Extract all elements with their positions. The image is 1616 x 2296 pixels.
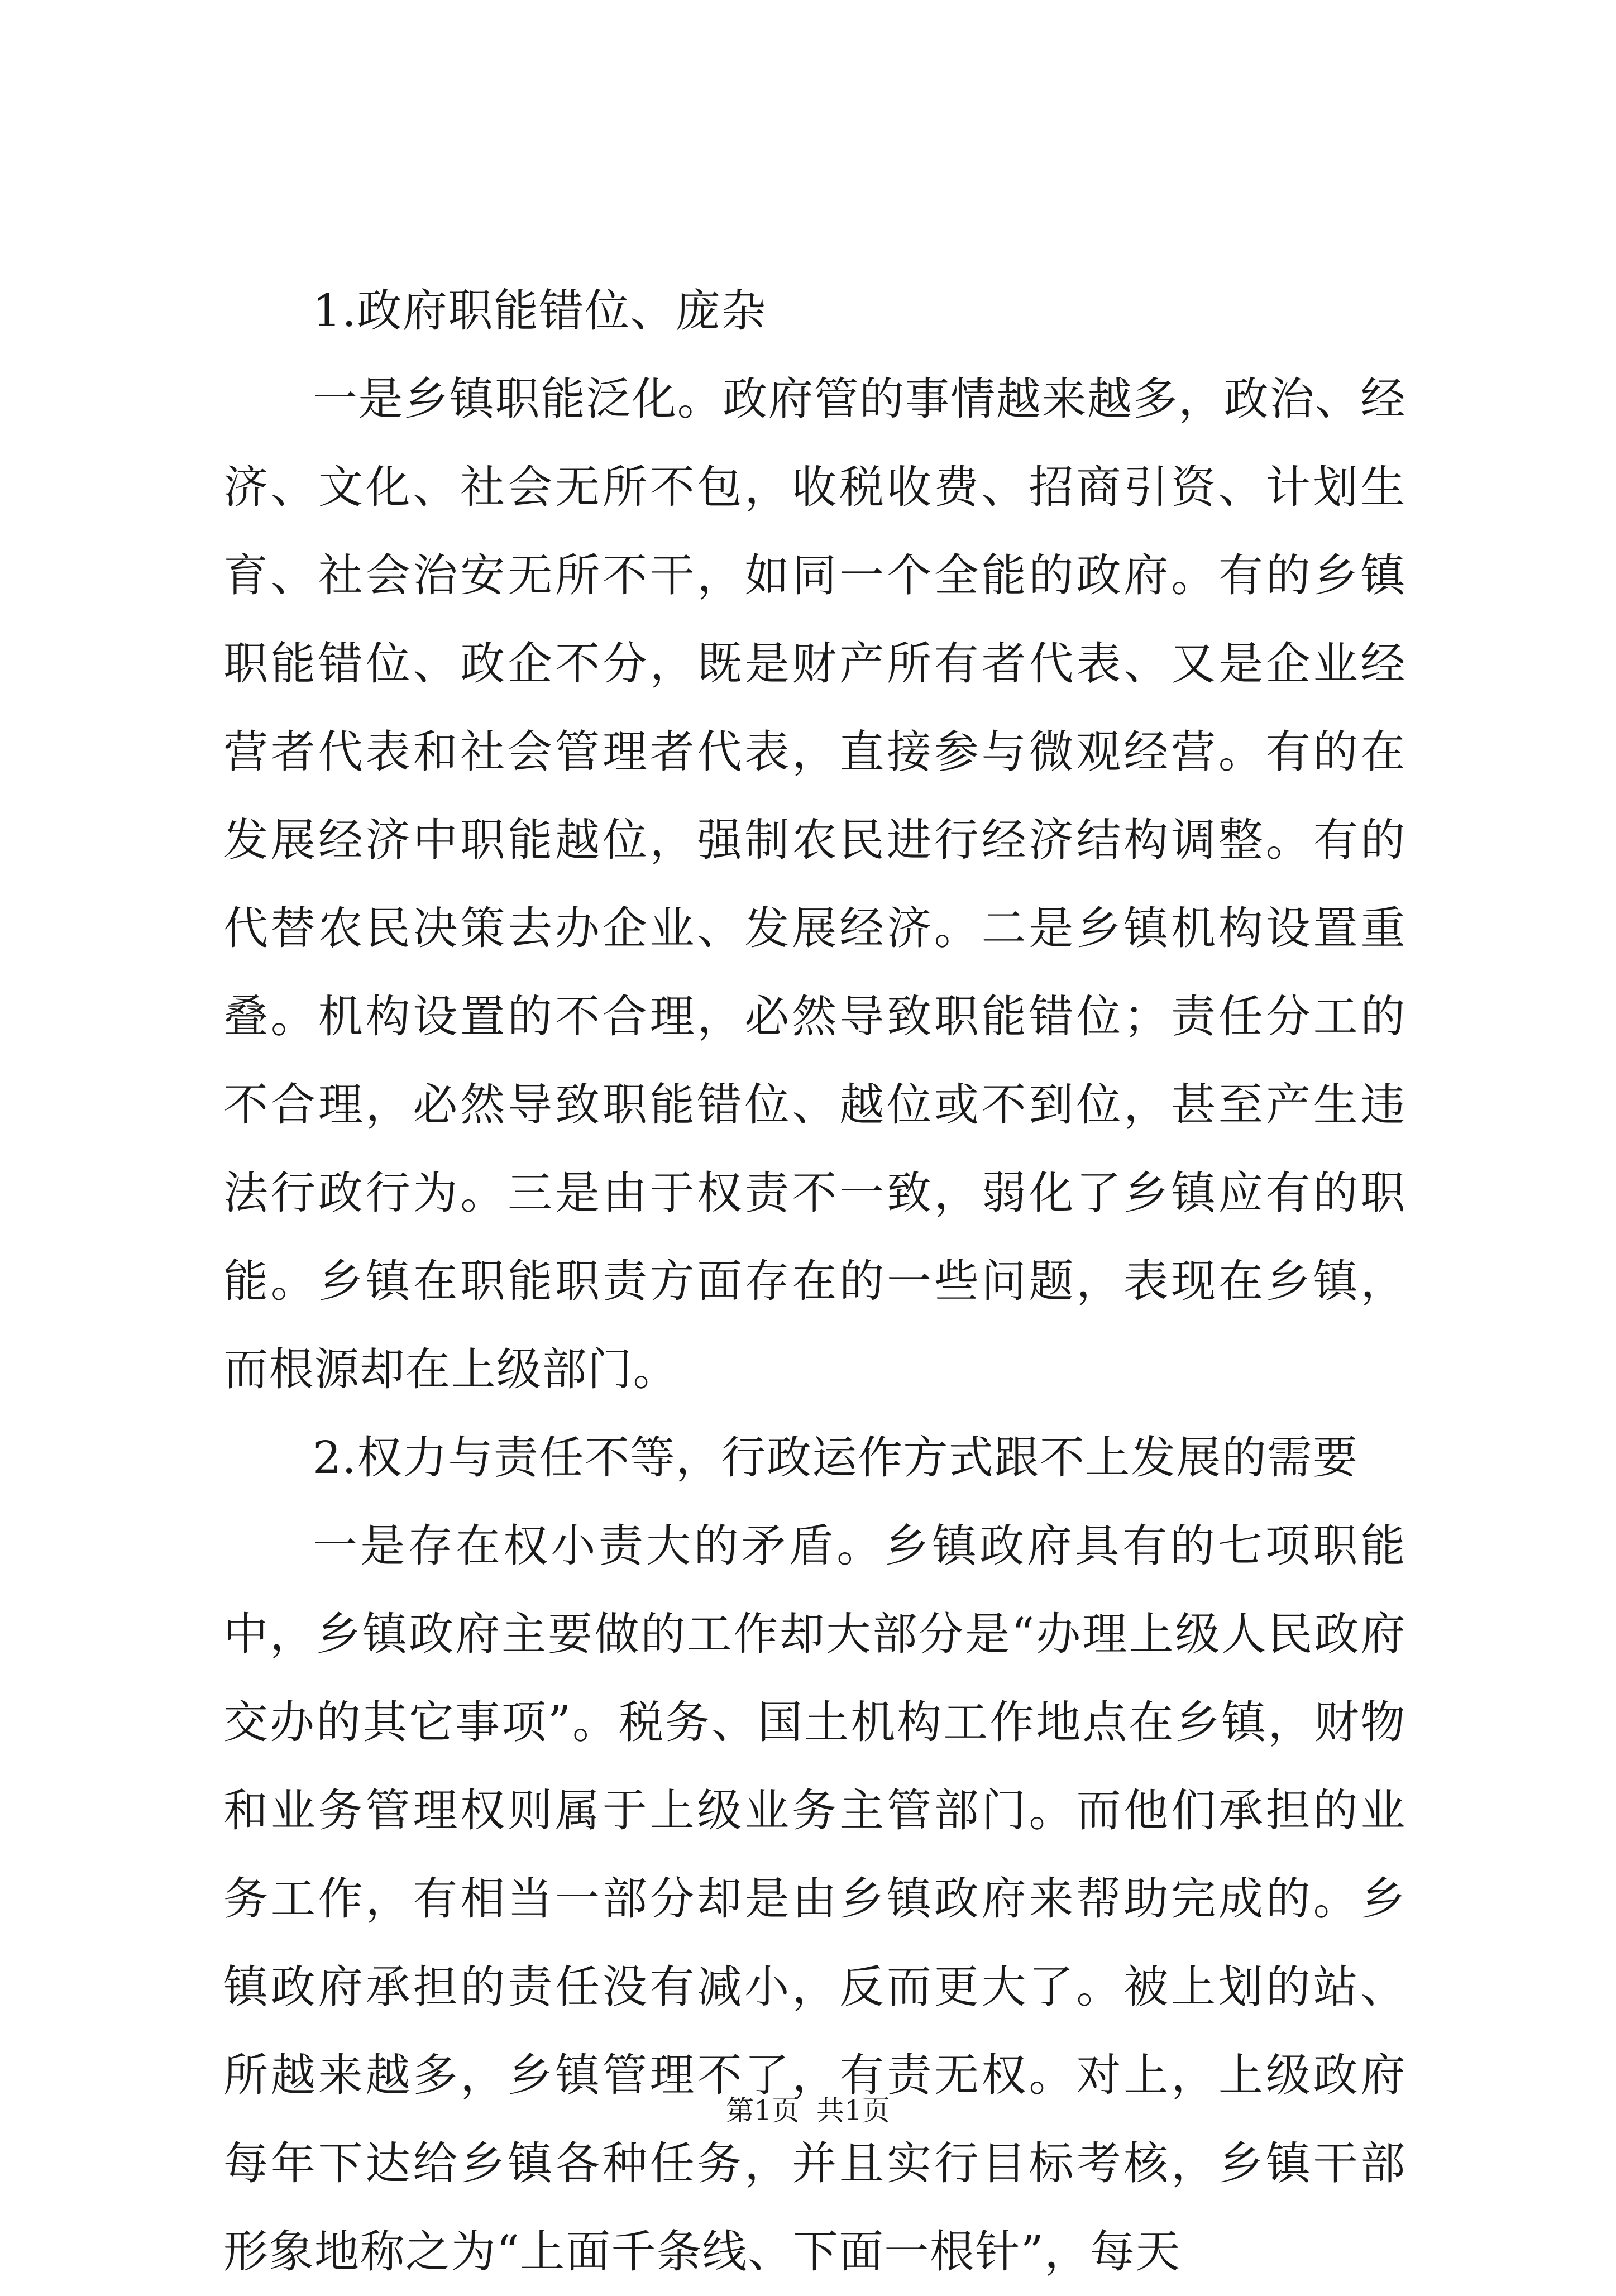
section-heading: 2.权力与责任不等，行政运作方式跟不上发展的需要 (313, 1432, 1359, 1484)
page-footer (0, 2091, 1616, 2130)
section-paragraph: 一是乡镇职能泛化。政府管的事情越来越多，政治、经济、文化、社会无所不包，收税收费、招商引资、计划生育、社会治安无所不干，如同一个全能的政府。有的乡镇职能错位、政企不分，既是财产所有者代表、又是企业经营者代表和社会管理者代表，直接参与微观经营。有的在发展经济中职能越位，强制农民进行经济结构调整。有的代替农民决策去办企业、发展经济。二是乡镇机构设置重叠。机构设置的不合理，必然导致职能错位；责任分工的不合理，必然导致职能错位、越位或不到位，甚至产生违法行政行为。三是由于权责不一致，弱化了乡镇应有的职能。乡镇在职能职责方面存在的一些问题，表现在乡镇，而根源却在上级部门。 (223, 373, 1406, 1395)
section-heading: 1.政府职能错位、庞杂 (313, 285, 767, 337)
document-body (223, 267, 1406, 2296)
section-paragraph: 一是存在权小责大的矛盾。乡镇政府具有的七项职能中，乡镇政府主要做的工作却大部分是“办理上级人民政府交办的其它事项”。税务、国土机构工作地点在乡镇，财物和业务管理权则属于上级业务主管部门。而他们承担的业务工作，有相当一部分却是由乡镇政府来帮助完成的。乡镇政府承担的责任没有减小，反而更大了。被上划的站、所越来越多，乡镇管理不了，有责无权。对上，上级政府每年下达给乡镇各种任务，并且实行目标考核，乡镇干部形象地称之为“上面千条线、下面一根针”，每天 (223, 1520, 1406, 2278)
page-number: 第1页 (726, 2094, 800, 2127)
page-total: 共1页 (816, 2094, 890, 2127)
